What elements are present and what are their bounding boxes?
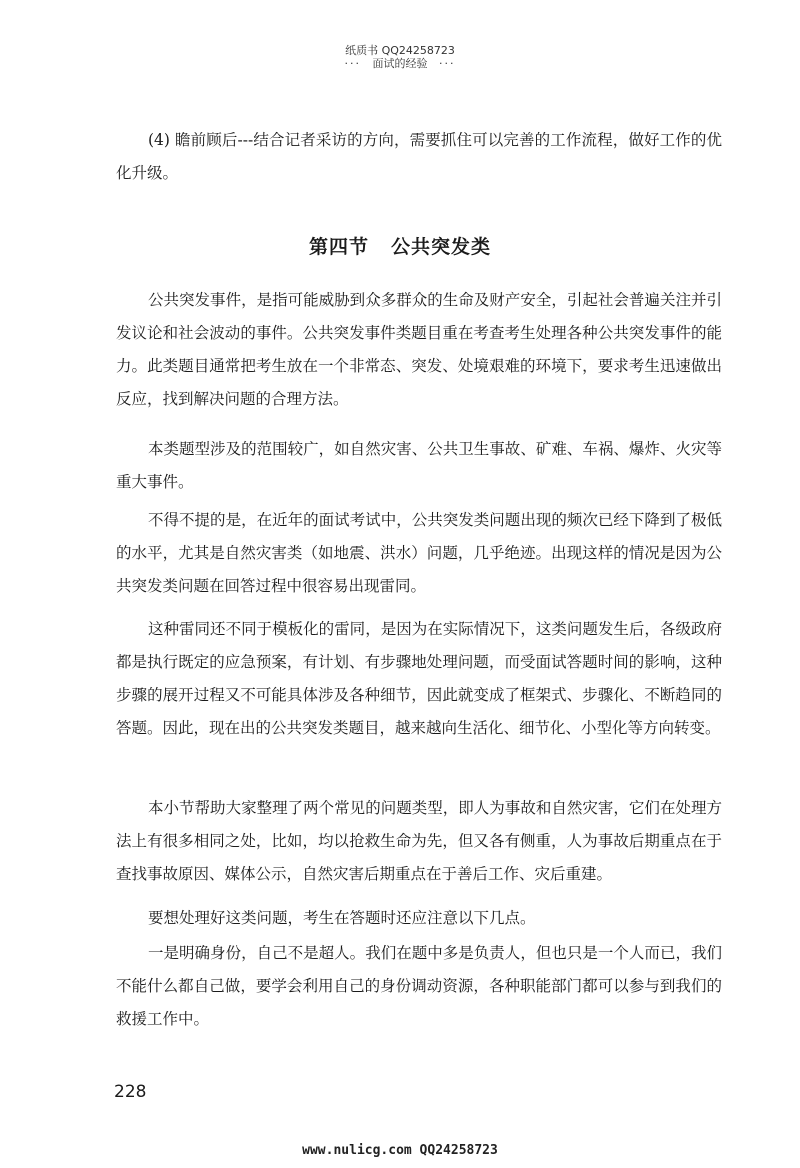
intro-paragraph: (4) 瞻前顾后---结合记者采访的方向，需要抓住可以完善的工作流程，做好工作的优化升级。 <box>116 131 722 182</box>
body-paragraph: 本小节帮助大家整理了两个常见的问题类型，即人为事故和自然灾害，它们在处理方法上有很多相同之处，比如，均以抢救生命为先，但又各有侧重，人为事故后期重点在于查找事故原因、媒体公示，自然灾害后期重点在于善后工作、灾后重建。 <box>116 799 722 883</box>
section-number: 第四节 <box>308 236 369 258</box>
running-title: 面试的经验 <box>372 57 428 70</box>
section-title: 公共突发类 <box>391 236 492 258</box>
running-title-line <box>0 57 800 70</box>
body-paragraph: 不得不提的是，在近年的面试考试中，公共突发类问题出现的频次已经下降到了极低的水平，尤其是自然灾害类（如地震、洪水）问题，几乎绝迹。出现这样的情况是因为公共突发类问题在回答过程中很容易出现雷同。 <box>116 511 722 595</box>
running-title-dots-left: ··· <box>344 57 361 70</box>
body-paragraph: 一是明确身份，自己不是超人。我们在题中多是负责人，但也只是一个人而已，我们不能什么都自己做，要学会利用自己的身份调动资源，各种职能部门都可以参与到我们的救援工作中。 <box>116 944 722 1028</box>
body-paragraph: 这种雷同还不同于模板化的雷同，是因为在实际情况下，这类问题发生后，各级政府都是执行既定的应急预案，有计划、有步骤地处理问题，而受面试答题时间的影响，这种步骤的展开过程又不可能具体涉及各种细节，因此就变成了框架式、步骤化、不断趋同的答题。因此，现在出的公共突发类题目，越来越向生活化、细节化、小型化等方向转变。 <box>116 620 722 737</box>
header-stamp-text: 纸质书 QQ24258723 <box>345 44 455 57</box>
page-number: 228 <box>114 1082 147 1102</box>
footer-watermark: www.nulicg.com QQ24258723 <box>302 1143 498 1158</box>
body-paragraph: 要想处理好这类问题，考生在答题时还应注意以下几点。 <box>148 909 536 927</box>
running-title-dots-right: ··· <box>439 57 456 70</box>
section-heading <box>0 232 800 259</box>
body-paragraph: 本类题型涉及的范围较广，如自然灾害、公共卫生事故、矿难、车祸、爆炸、火灾等重大事件。 <box>116 440 722 491</box>
page-header <box>0 44 800 70</box>
body-paragraph: 公共突发事件，是指可能威胁到众多群众的生命及财产安全，引起社会普遍关注并引发议论和社会波动的事件。公共突发事件类题目重在考查考生处理各种公共突发事件的能力。此类题目通常把考生放在一个非常态、突发、处境艰难的环境下，要求考生迅速做出反应，找到解决问题的合理方法。 <box>116 291 722 408</box>
